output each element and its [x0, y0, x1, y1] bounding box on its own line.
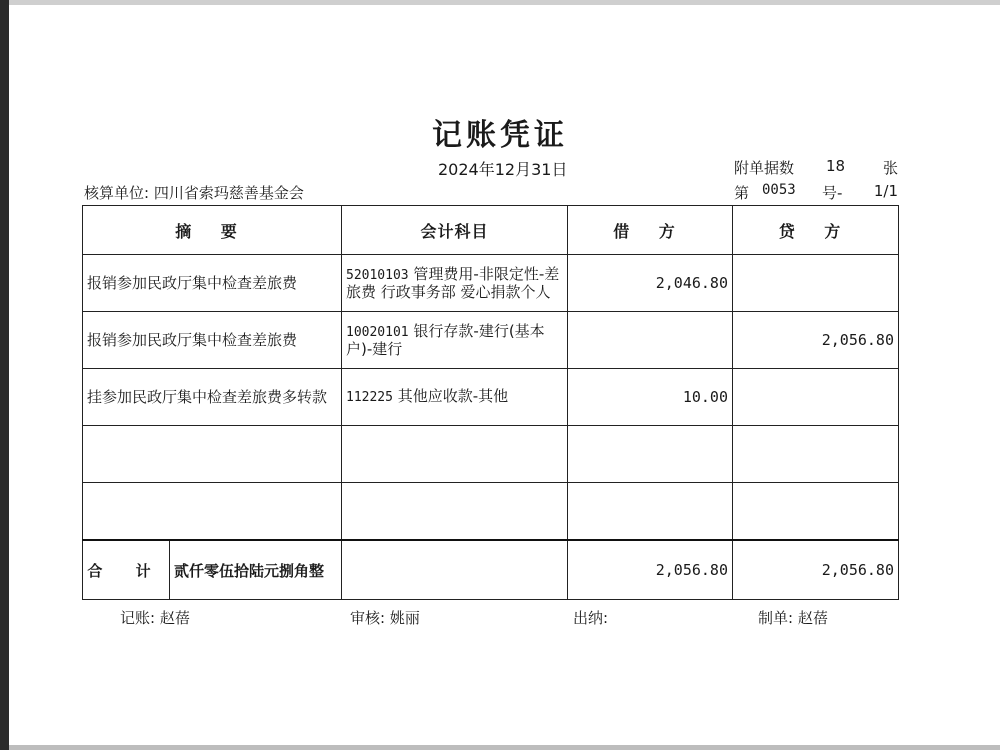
attachments-unit: 张 [882, 159, 898, 177]
header-credit: 贷 方 [733, 206, 899, 255]
unit-label: 核算单位: [84, 184, 150, 202]
voucher-number [734, 182, 898, 203]
row-debit [568, 426, 733, 483]
row-debit [568, 483, 733, 541]
row-account [342, 312, 568, 369]
voucher-number-value: 0053 [762, 182, 796, 198]
row-summary [83, 426, 342, 483]
row-credit: 2,056.80 [733, 312, 899, 369]
row-account [342, 426, 568, 483]
total-credit: 2,056.80 [733, 540, 899, 600]
voucher-number-suffix: 号- [822, 184, 843, 202]
table-row [83, 369, 899, 426]
voucher-title: 记账凭证 [432, 118, 568, 153]
row-credit [733, 483, 899, 541]
table-row [83, 255, 899, 312]
attachments-count [734, 157, 898, 178]
signature-preparer: 制单: 赵蓓 [758, 609, 828, 627]
account-name: 管理费用-非限定性-差旅费 行政事务部 爱心捐款个人 [346, 265, 560, 301]
unit-name: 四川省索玛慈善基金会 [153, 184, 304, 202]
total-amount-words: 贰仟零伍拾陆元捌角整 [174, 561, 325, 580]
row-credit [733, 255, 899, 312]
row-account [342, 369, 568, 426]
signature-reviewer: 审核: 姚丽 [350, 609, 420, 627]
row-summary: 挂参加民政厅集中检查差旅费多转款 [83, 369, 342, 426]
account-name: 其他应收款-其他 [397, 387, 509, 405]
scan-border-top [9, 0, 1000, 5]
voucher-table [82, 205, 899, 600]
account-code: 10020101 [346, 325, 409, 340]
row-debit [568, 312, 733, 369]
voucher-date: 2024年12月31日 [438, 160, 568, 179]
row-account [342, 483, 568, 541]
table-row-empty [83, 426, 899, 483]
row-summary [83, 483, 342, 541]
row-credit [733, 426, 899, 483]
row-debit: 2,046.80 [568, 255, 733, 312]
table-row [83, 312, 899, 369]
total-row [83, 540, 899, 600]
header-account: 会计科目 [342, 206, 568, 255]
row-summary: 报销参加民政厅集中检查差旅费 [83, 312, 342, 369]
row-summary: 报销参加民政厅集中检查差旅费 [83, 255, 342, 312]
accounting-unit [84, 182, 304, 203]
total-account-blank [342, 540, 568, 600]
attachments-label: 附单据数 [734, 159, 795, 177]
row-credit [733, 369, 899, 426]
account-code: 52010103 [346, 268, 409, 283]
total-debit: 2,056.80 [568, 540, 733, 600]
signature-bookkeeper: 记账: 赵蓓 [120, 609, 190, 627]
scan-border-bottom [9, 745, 1000, 750]
signature-cashier: 出纳: [573, 609, 609, 627]
account-name: 银行存款-建行(基本户)-建行 [346, 322, 545, 358]
account-code: 112225 [346, 390, 393, 405]
voucher-page: 1/1 [873, 182, 898, 200]
total-label: 合 计 [83, 541, 170, 599]
table-row-empty [83, 483, 899, 541]
total-cell [83, 540, 342, 600]
header-debit: 借 方 [568, 206, 733, 255]
row-debit: 10.00 [568, 369, 733, 426]
voucher-number-prefix: 第 [734, 184, 750, 202]
row-account [342, 255, 568, 312]
table-header-row [83, 206, 899, 255]
attachments-number: 18 [826, 157, 846, 175]
header-summary: 摘 要 [83, 206, 342, 255]
